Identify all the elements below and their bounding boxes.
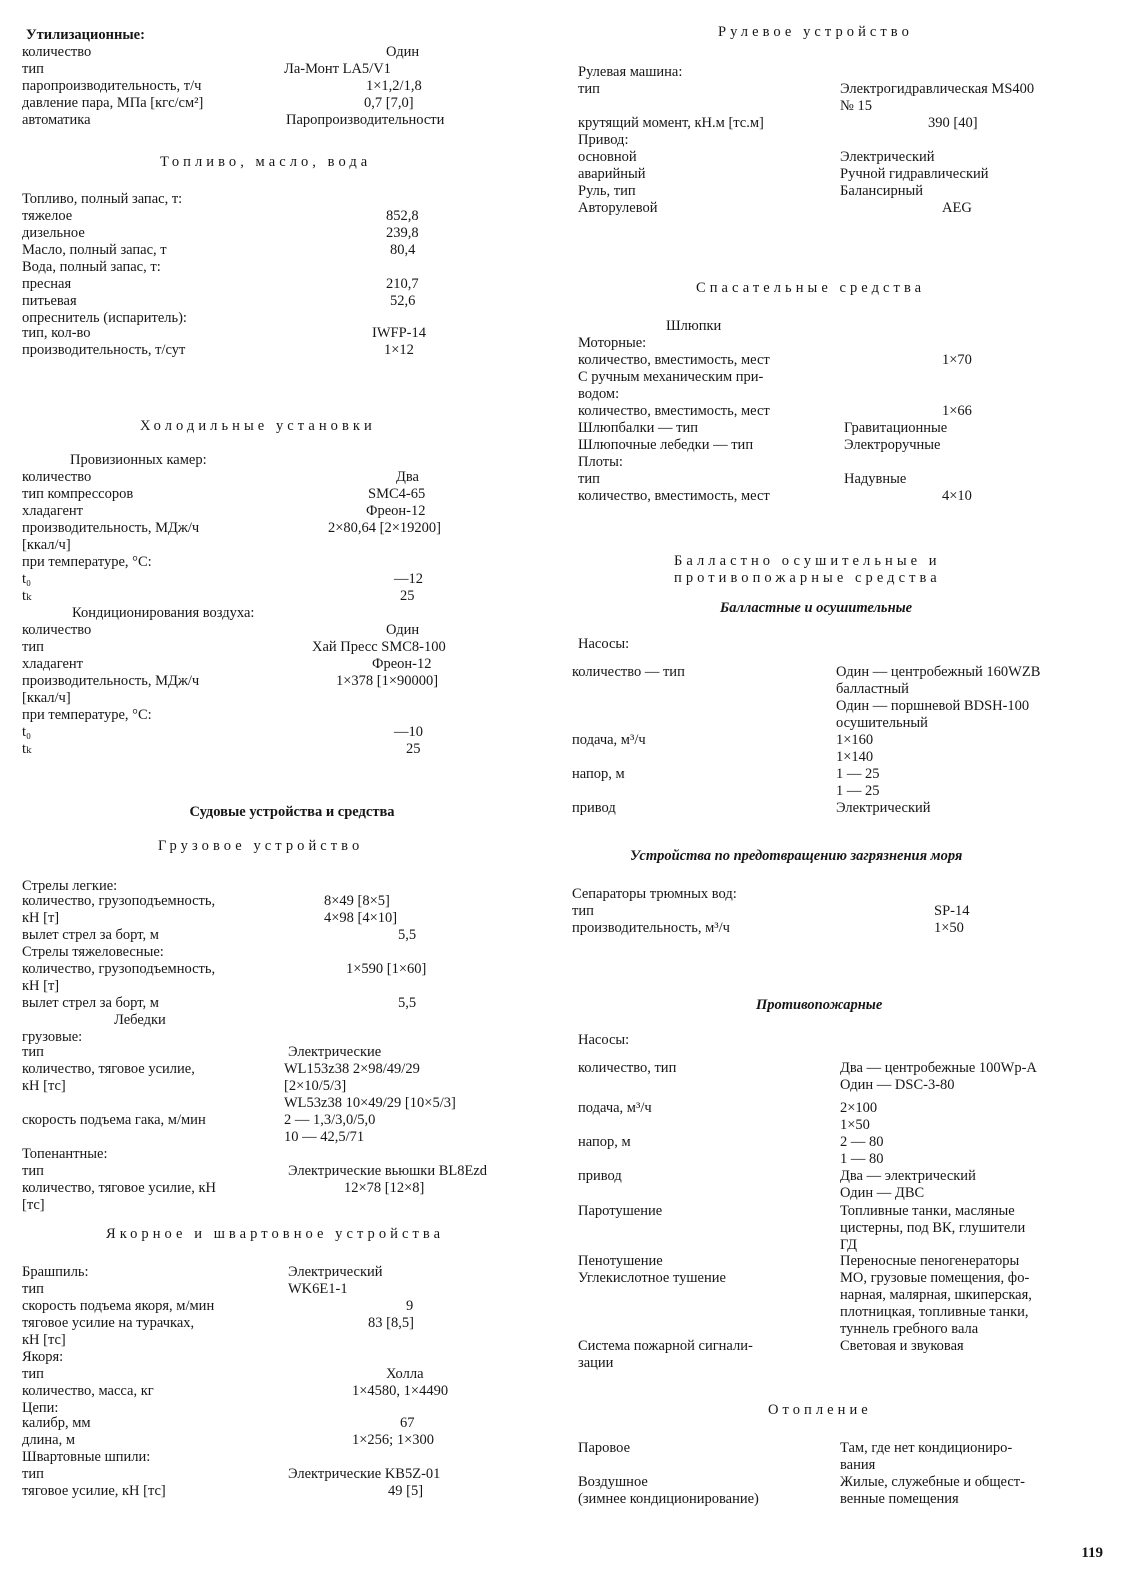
group-heading: Шлюпки [666,318,722,334]
subsection-heading: Устройства по предотвращению загрязнения моря [630,848,963,864]
spec-value: 852,8 [386,208,419,224]
spec-value: 1×66 [942,403,972,419]
spec-value: 1×256; 1×300 [352,1432,435,1448]
spec-value: венные помещения [840,1491,959,1507]
subsection-heading: Противопожарные [756,997,883,1013]
spec-label: количество, грузоподъемность, [22,961,216,977]
spec-label: тип [22,639,44,655]
spec-value: 239,8 [386,225,419,241]
spec-value: WL53z38 10×49/29 [10×5/3] [284,1095,456,1111]
spec-label: тип, кол-во [22,325,91,341]
spec-value: 1×590 [1×60] [346,961,427,977]
spec-label: Стрелы легкие: [22,878,118,894]
spec-label: Паровое [578,1440,631,1456]
spec-label: [ккал/ч] [22,537,71,553]
spec-label: опреснитель (испаритель): [22,310,187,326]
spec-label: С ручным механическим при- [578,369,764,385]
spec-value: 12×78 [12×8] [344,1180,425,1196]
spec-label: Воздушное [578,1474,648,1490]
spec-label: вылет стрел за борт, м [22,927,159,943]
spec-label: Топливо, полный запас, т: [22,191,183,207]
spec-label: Система пожарной сигнали- [578,1338,753,1354]
spec-label: тип [22,1163,44,1179]
spec-label: тип компрессоров [22,486,134,502]
section-heading: противопожарные средства [674,570,941,586]
spec-label: Паротушение [578,1203,663,1219]
spec-label: при температуре, °С: [22,707,152,723]
spec-value: Один [386,622,420,638]
spec-value: Хай Пресс SMC8-100 [312,639,446,655]
spec-label: скорость подъема якоря, м/мин [22,1298,215,1314]
spec-label: питьевая [22,293,77,309]
spec-value: № 15 [840,98,872,114]
spec-label: давление пара, МПа [кгс/см²] [22,95,204,111]
spec-value: Переносные пеногенераторы [840,1253,1020,1269]
spec-label: tₖ [22,588,32,604]
spec-value: 1×4580, 1×4490 [352,1383,449,1399]
spec-label: [ккал/ч] [22,690,71,706]
spec-label: крутящий момент, кН.м [тс.м] [578,115,764,131]
spec-value: Холла [386,1366,424,1382]
spec-label: Вода, полный запас, т: [22,259,161,275]
spec-value: Один [386,44,420,60]
spec-value: 1 — 25 [836,766,880,782]
spec-value: ГД [840,1237,857,1253]
spec-label: Насосы: [578,636,630,652]
spec-label: [тс] [22,1197,45,1213]
spec-value: Фреон-12 [372,656,432,672]
spec-label: (зимнее кондиционирование) [578,1491,759,1507]
spec-label: тяговое усилие на турачках, [22,1315,195,1331]
spec-label: количество, тяговое усилие, кН [22,1180,217,1196]
spec-value: МО, грузовые помещения, фо- [840,1270,1030,1286]
spec-label: производительность, т/сут [22,342,186,358]
spec-value: 8×49 [8×5] [324,893,390,909]
spec-value: Ручной гидравлический [840,166,989,182]
spec-value: AEG [942,200,972,216]
spec-value: Ла-Монт LA5/V1 [284,61,391,77]
spec-label: аварийный [578,166,646,182]
spec-value: 2×80,64 [2×19200] [328,520,442,536]
spec-value: 10 — 42,5/71 [284,1129,365,1145]
chapter-heading: Судовые устройства и средства [189,804,395,820]
section-heading: Топливо, масло, вода [160,154,372,170]
spec-value: Электрогидравлическая MS400 [840,81,1035,97]
spec-value: 1×160 [836,732,874,748]
spec-label: тип [22,1044,44,1060]
spec-label: напор, м [572,766,625,782]
spec-label: тип [22,1366,44,1382]
spec-value: Электрические вьюшки BL8Ezd [288,1163,488,1179]
spec-label: количество, тип [578,1060,677,1076]
spec-label: при температуре, °С: [22,554,152,570]
spec-label: t₀ [22,571,32,587]
spec-label: длина, м [22,1432,75,1448]
spec-label: Масло, полный запас, т [22,242,167,258]
spec-value: SMC4-65 [368,486,426,502]
spec-value: вания [840,1457,876,1473]
spec-label: вылет стрел за борт, м [22,995,159,1011]
spec-label: подача, м³/ч [572,732,646,748]
spec-value: Надувные [844,471,907,487]
spec-label: кН [тс] [22,1332,66,1348]
spec-value: Топливные танки, масляные [840,1203,1015,1219]
spec-value: Один — центробежный 160WZB [836,664,1041,680]
spec-label: основной [578,149,637,165]
spec-value: Балансирный [840,183,924,199]
spec-value: осушительный [836,715,928,731]
spec-label: подача, м³/ч [578,1100,652,1116]
spec-value: цистерны, под ВК, глушители [840,1220,1026,1236]
spec-value: 52,6 [390,293,416,309]
spec-value: 1×12 [384,342,414,358]
spec-value: 0,7 [7,0] [364,95,414,111]
spec-value: 2 — 80 [840,1134,884,1150]
spec-value: 4×10 [942,488,972,504]
spec-label: тип [22,61,44,77]
spec-label: количество [22,469,92,485]
spec-value: 49 [5] [388,1483,424,1499]
spec-label: напор, м [578,1134,631,1150]
section-heading: Грузовое устройство [158,838,364,854]
section-heading: Якорное и швартовное устройства [106,1226,445,1242]
spec-value: Два — центробежные 100Wp-A [840,1060,1037,1076]
spec-value: [2×10/5/3] [284,1078,347,1094]
spec-label: Авторулевой [578,200,658,216]
spec-value: 1×1,2/1,8 [366,78,422,94]
spec-label: количество, вместимость, мест [578,352,770,368]
spec-value: 1 — 25 [836,783,880,799]
spec-label: дизельное [22,225,85,241]
section-heading: Отопление [768,1402,872,1418]
spec-label: тип [572,903,594,919]
spec-label: Брашпиль: [22,1264,89,1280]
spec-value: Два [396,469,419,485]
spec-label: кН [т] [22,910,60,926]
spec-label: Пенотушение [578,1253,663,1269]
spec-value: Два — электрический [840,1168,976,1184]
group-heading: Провизионных камер: [70,452,207,468]
spec-label: Углекислотное тушение [578,1270,726,1286]
spec-value: 9 [406,1298,414,1314]
spec-label: автоматика [22,112,91,128]
spec-label: тип [578,471,600,487]
spec-label: водом: [578,386,620,402]
spec-value: 83 [8,5] [368,1315,414,1331]
spec-label: t₀ [22,724,32,740]
spec-value: Фреон-12 [366,503,426,519]
group-heading: Лебедки [114,1012,166,1028]
spec-value: 210,7 [386,276,419,292]
spec-label: пресная [22,276,72,292]
spec-value: 1×50 [934,920,964,936]
spec-label: привод [572,800,616,816]
spec-label: тяговое усилие, кН [тс] [22,1483,166,1499]
spec-value: 67 [400,1415,415,1431]
spec-value: 1 — 80 [840,1151,884,1167]
spec-value: 80,4 [390,242,416,258]
spec-label: грузовые: [22,1029,83,1045]
group-heading: Утилизационные: [26,27,145,43]
spec-value: —12 [394,571,423,587]
spec-value: Паропроизводительности [286,112,445,128]
spec-label: производительность, МДж/ч [22,520,200,536]
spec-value: WL153z38 2×98/49/29 [284,1061,420,1077]
spec-value: 1×50 [840,1117,870,1133]
spec-label: Рулевая машина: [578,64,683,80]
spec-label: хладагент [22,656,84,672]
spec-label: количество, масса, кг [22,1383,154,1399]
spec-value: 1×70 [942,352,972,368]
spec-value: плотницкая, топливные танки, [840,1304,1029,1320]
spec-label: Руль, тип [578,183,636,199]
spec-value: 1×140 [836,749,874,765]
spec-label: кН [тс] [22,1078,66,1094]
spec-value: Электрический [288,1264,383,1280]
spec-label: тип [22,1281,44,1297]
spec-value: 2 — 1,3/3,0/5,0 [284,1112,376,1128]
spec-label: Шлюпбалки — тип [578,420,699,436]
section-heading: Рулевое устройство [718,24,913,40]
spec-value: Один — ДВС [840,1185,925,1201]
spec-label: Швартовные шпили: [22,1449,151,1465]
spec-label: количество, тяговое усилие, [22,1061,195,1077]
spec-label: Сепараторы трюмных вод: [572,886,737,902]
spec-value: Электрические [288,1044,382,1060]
subsection-heading: Балластные и осушительные [720,600,913,616]
spec-value: Электроручные [844,437,941,453]
page-number: 119 [1081,1545,1103,1561]
spec-value: Там, где нет кондициониро- [840,1440,1013,1456]
spec-value: —10 [394,724,423,740]
spec-label: тяжелое [22,208,73,224]
spec-value: Электрические KB5Z-01 [288,1466,441,1482]
spec-label: тип [22,1466,44,1482]
spec-label: Насосы: [578,1032,630,1048]
spec-value: 5,5 [398,995,417,1011]
spec-value: 25 [400,588,415,604]
spec-value: 4×98 [4×10] [324,910,398,926]
spec-label: производительность, м³/ч [572,920,730,936]
spec-value: 1×378 [1×90000] [336,673,439,689]
spec-value: туннель гребного вала [840,1321,979,1337]
spec-value: 5,5 [398,927,417,943]
spec-label: tₖ [22,741,32,757]
spec-label: Моторные: [578,335,647,351]
spec-value: Гравитационные [844,420,948,436]
spec-value: балластный [836,681,909,697]
spec-value: 390 [40] [928,115,978,131]
spec-value: Электрический [836,800,931,816]
spec-label: тип [578,81,600,97]
spec-label: Привод: [578,132,629,148]
spec-label: Якоря: [22,1349,64,1365]
spec-value: нарная, малярная, шкиперская, [840,1287,1032,1303]
spec-label: количество, грузоподъемность, [22,893,216,909]
spec-value: SP-14 [934,903,970,919]
spec-label: Топенантные: [22,1146,108,1162]
spec-label: количество — тип [572,664,685,680]
spec-value: Электрический [840,149,935,165]
spec-value: Один — DSC-3-80 [840,1077,955,1093]
spec-value: 25 [406,741,421,757]
spec-label: количество, вместимость, мест [578,403,770,419]
spec-value: Один — поршневой BDSH-100 [836,698,1030,714]
section-heading: Балластно осушительные и [674,553,941,569]
spec-label: зации [578,1355,614,1371]
spec-label: калибр, мм [22,1415,91,1431]
spec-label: количество, вместимость, мест [578,488,770,504]
spec-label: Стрелы тяжеловесные: [22,944,164,960]
spec-label: количество [22,622,92,638]
spec-label: привод [578,1168,622,1184]
spec-label: кН [т] [22,978,60,994]
spec-label: Плоты: [578,454,623,470]
spec-value: IWFP-14 [372,325,426,341]
section-heading: Холодильные установки [140,418,376,434]
spec-value: WK6E1-1 [288,1281,348,1297]
spec-label: скорость подъема гака, м/мин [22,1112,206,1128]
spec-label: Шлюпочные лебедки — тип [578,437,754,453]
spec-label: хладагент [22,503,84,519]
spec-label: Цепи: [22,1400,59,1416]
spec-value: Световая и звуковая [840,1338,964,1354]
group-heading: Кондиционирования воздуха: [72,605,255,621]
spec-label: производительность, МДж/ч [22,673,200,689]
spec-label: паропроизводительность, т/ч [22,78,202,94]
spec-value: Жилые, служебные и общест- [840,1474,1025,1490]
spec-value: 2×100 [840,1100,878,1116]
spec-label: количество [22,44,92,60]
section-heading: Спасательные средства [696,280,926,296]
